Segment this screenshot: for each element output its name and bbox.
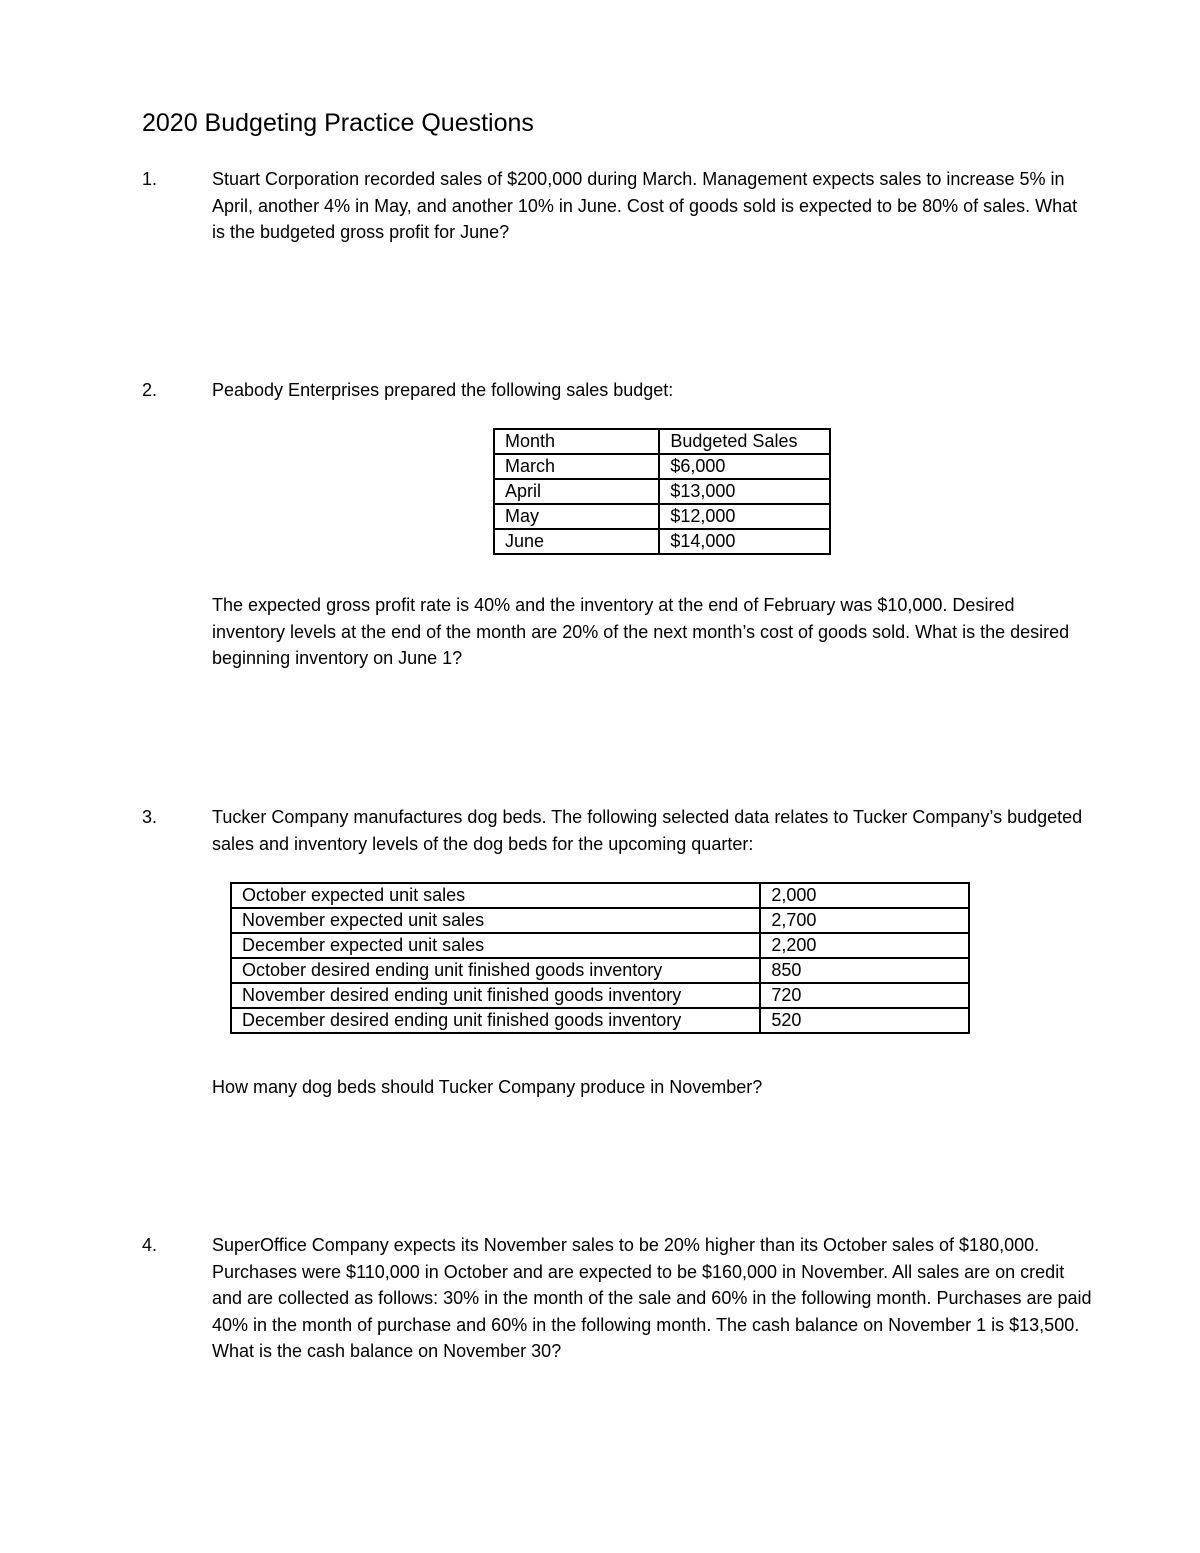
table-cell: March — [494, 454, 659, 479]
table-cell: $12,000 — [659, 504, 830, 529]
question-1-text — [212, 166, 1092, 246]
question-1-body: Stuart Corporation recorded sales of $200,000 during March. Management expects sales to increase 5% in April, another 4% in May, and another 10% in June. Cost of goods sold is expected to be 80% of sales. What is the budgeted gross profit for June? — [212, 169, 1078, 242]
table-cell: December expected unit sales — [231, 933, 760, 958]
question-2-followup: The expected gross profit rate is 40% and the inventory at the end of February was $10,000. Desired inventory levels at the end of the month are 20% of the next month’s cost of goods sold. What is the desired beginning inventory on June 1? — [212, 595, 1070, 668]
table-cell: 2,000 — [760, 883, 969, 908]
question-2-intro: Peabody Enterprises prepared the following sales budget: — [212, 380, 674, 400]
question-1-number: 1. — [142, 169, 158, 189]
table-row — [231, 908, 969, 933]
table-cell: December desired ending unit finished goods inventory — [231, 1008, 760, 1033]
question-3-question: How many dog beds should Tucker Company produce in November? — [212, 1077, 763, 1097]
inventory-data-table — [230, 882, 970, 1034]
table-cell: May — [494, 504, 659, 529]
table-cell: November desired ending unit finished goods inventory — [231, 983, 760, 1008]
table-row — [231, 958, 969, 983]
table-cell: October expected unit sales — [231, 883, 760, 908]
table-row — [494, 454, 830, 479]
table-header-cell: Month — [494, 429, 659, 454]
table-cell: 2,200 — [760, 933, 969, 958]
table-header-row — [494, 429, 830, 454]
table-row — [231, 883, 969, 908]
question-4-text: SuperOffice Company expects its November sales to be 20% higher than its October sales of $180,000. Purchases were $110,000 in October and are expected to be $160,000 in November. All sales are on credit and are collected as follows: 30% in the month of the sale and 60% in the following month. Purchases are paid 40% in the month of purchase and 60% in the following month. The cash balance on November 1 is $13,500. What is the cash balance on November 30? — [212, 1235, 1092, 1361]
table-cell: $14,000 — [659, 529, 830, 554]
table-row — [494, 504, 830, 529]
table-cell: 720 — [760, 983, 969, 1008]
page-title: 2020 Budgeting Practice Questions — [142, 109, 534, 137]
table-row — [231, 983, 969, 1008]
table-cell: $6,000 — [659, 454, 830, 479]
sales-budget-table — [493, 428, 831, 555]
question-2-number: 2. — [142, 380, 158, 400]
table-cell: 520 — [760, 1008, 969, 1033]
table-row — [231, 933, 969, 958]
table-cell: 2,700 — [760, 908, 969, 933]
table-header-cell: Budgeted Sales — [659, 429, 830, 454]
question-3-number: 3. — [142, 807, 158, 827]
question-3-intro: Tucker Company manufactures dog beds. The following selected data relates to Tucker Company’s budgeted sales and inventory levels of the dog beds for the upcoming quarter: — [212, 807, 1083, 854]
table-row — [494, 529, 830, 554]
table-cell: April — [494, 479, 659, 504]
table-cell: June — [494, 529, 659, 554]
table-cell: 850 — [760, 958, 969, 983]
table-cell: November expected unit sales — [231, 908, 760, 933]
table-cell: $13,000 — [659, 479, 830, 504]
table-row — [494, 479, 830, 504]
table-row — [231, 1008, 969, 1033]
table-cell: October desired ending unit finished goods inventory — [231, 958, 760, 983]
question-4-number: 4. — [142, 1235, 158, 1255]
